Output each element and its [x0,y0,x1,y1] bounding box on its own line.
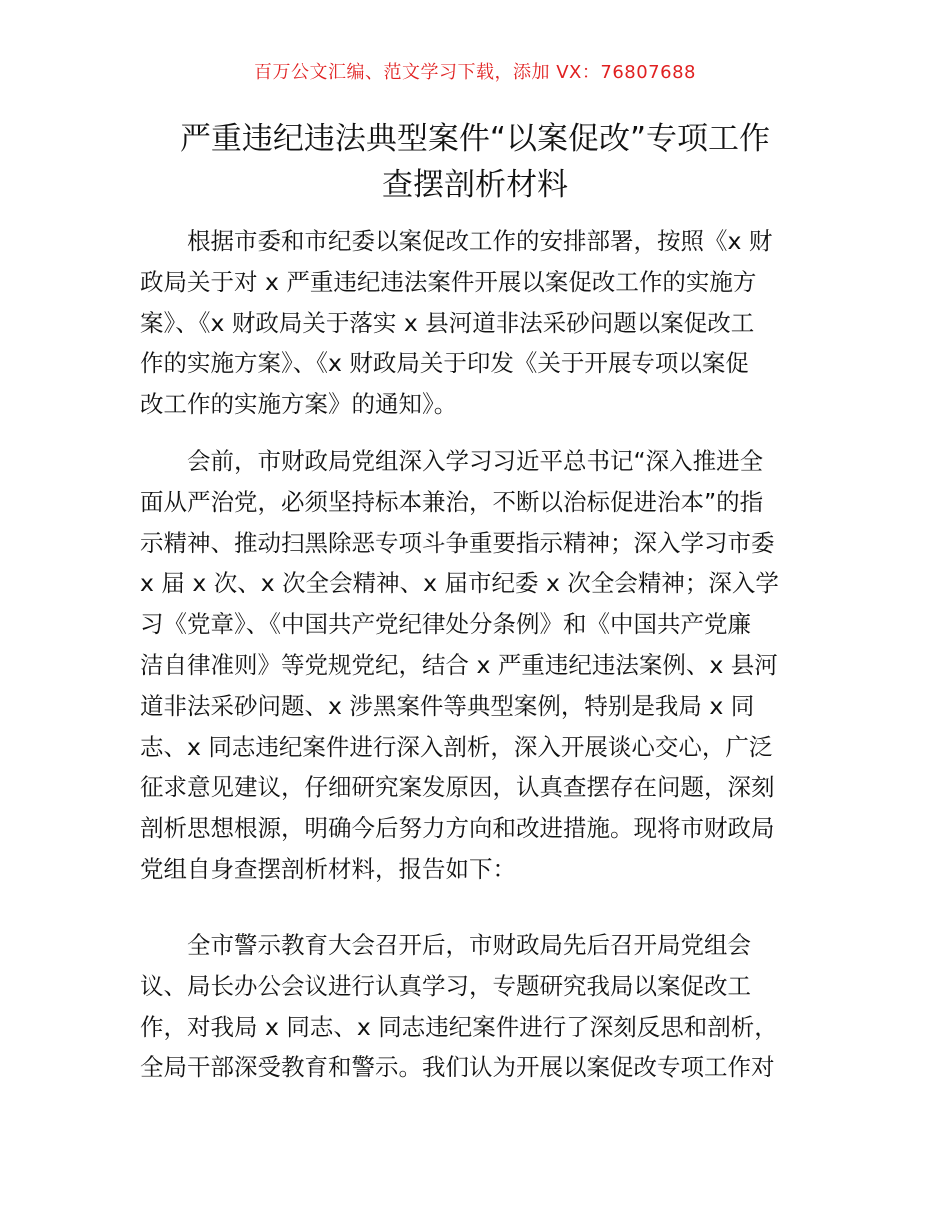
text-line: 全市警示教育大会召开后，市财政局先后召开局党组会 [140,931,751,959]
text-line: 征求意见建议，仔细研究案发原因，认真查摆存在问题，深刻 [140,773,775,802]
text-line: 会前，市财政局党组深入学习习近平总书记“深入推进全 [140,447,764,475]
promo-banner: 百万公文汇编、范文学习下载，添加 VX：76807688 [254,62,696,83]
text-line: 习《党章》、《中国共产党纪律处分条例》和《中国共产党廉 [140,610,751,639]
text-line: 作的实施方案》、《x 财政局关于印发《关于开展专项以案促 [140,349,749,378]
document-title [120,116,830,208]
paragraph-3 [140,925,812,1088]
text-line: 面从严治党，必须坚持标本兼治，不断以治标促进治本”的指 [140,487,764,516]
text-line: 党组自身查摆剖析材料，报告如下： [140,854,516,883]
title-line: 严重违纪违法典型案件“以案促改”专项工作 [179,121,771,157]
text-line: 议、局长办公会议进行认真学习，专题研究我局以案促改工 [140,971,751,1000]
text-line: 志、x 同志违纪案件进行深入剖析，深入开展谈心交心，广泛 [140,732,773,761]
text-line: 全局干部深受教育和警示。我们认为开展以案促改专项工作对 [140,1053,775,1082]
paragraph-1 [140,221,812,425]
text-line: x 届 x 次、x 次全会精神、x 届市纪委 x 次全会精神；深入学 [140,569,779,598]
text-line: 案》、《x 财政局关于落实 x 县河道非法采砂问题以案促改工 [140,308,755,337]
text-line: 根据市委和市纪委以案促改工作的安排部署，按照《x 财 [140,227,773,255]
text-line: 剖析思想根源，明确今后努力方向和改进措施。现将市财政局 [140,814,775,843]
text-line: 洁自律准则》等党规党纪，结合 x 严重违纪违法案例、x 县河 [140,650,778,679]
title-line: 查摆剖析材料 [382,167,568,203]
text-line: 示精神、推动扫黑除恶专项斗争重要指示精神；深入学习市委 [140,528,775,557]
text-line: 作，对我局 x 同志、x 同志违纪案件进行了深刻反思和剖析， [140,1012,778,1041]
text-line: 道非法采砂问题、x 涉黑案件等典型案例，特别是我局 x 同 [140,691,755,720]
paragraph-2 [140,441,812,890]
text-line: 政局关于对 x 严重违纪违法案件开展以案促改工作的实施方 [140,267,757,296]
text-line: 改工作的实施方案》的通知》。 [140,390,458,419]
